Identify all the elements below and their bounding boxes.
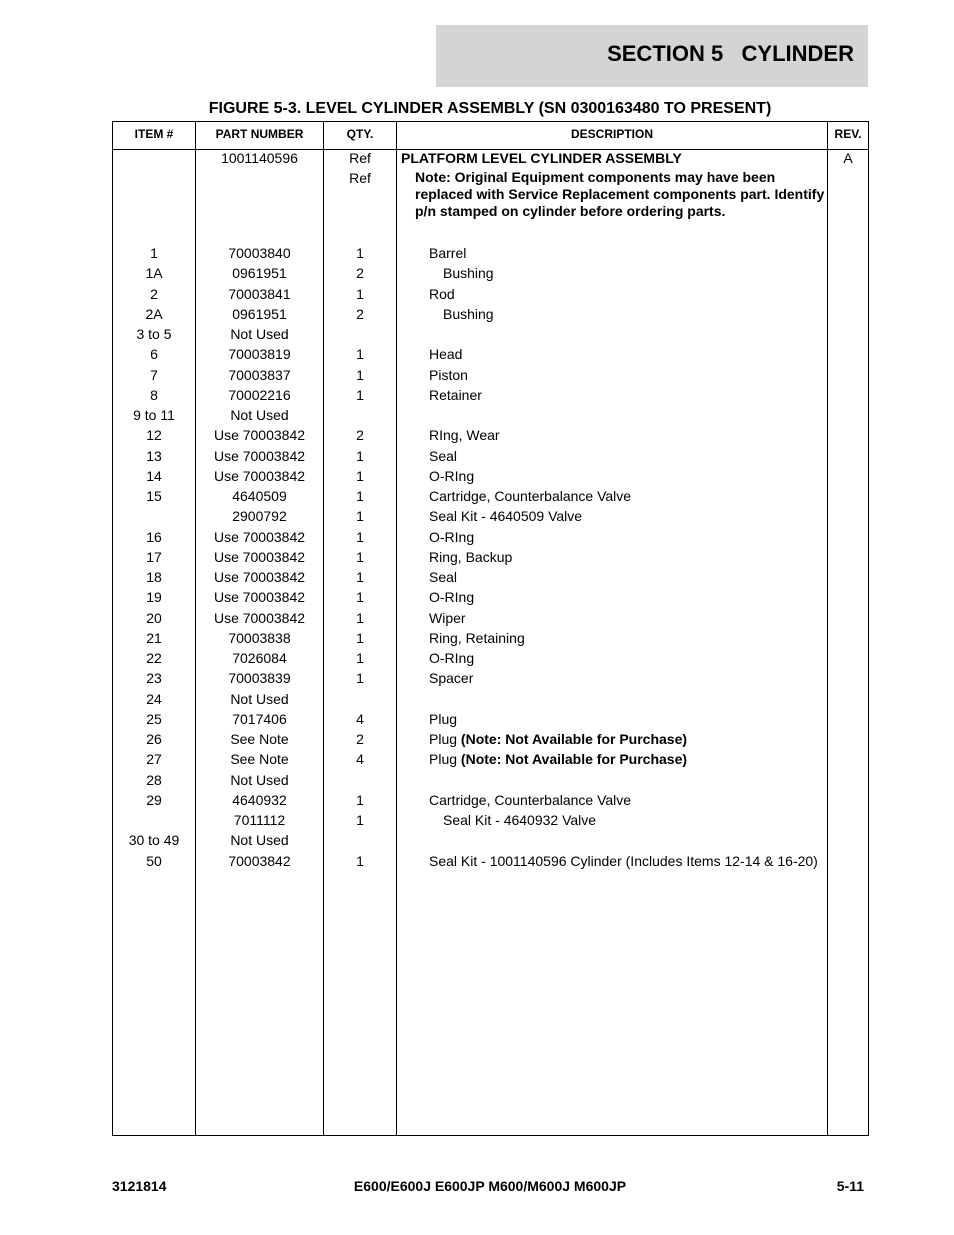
part-number: Use 70003842 xyxy=(213,529,306,545)
item-number: 3 to 5 xyxy=(136,326,172,342)
item-number: 14 xyxy=(146,468,162,484)
description-text: Seal Kit - 4640509 Valve xyxy=(429,508,583,524)
item-number: 15 xyxy=(146,488,162,504)
quantity: 2 xyxy=(356,731,364,747)
item-number: 2A xyxy=(145,306,163,322)
quantity: 1 xyxy=(356,589,364,605)
item-number: 1A xyxy=(145,265,163,281)
description xyxy=(429,448,457,464)
part-number: 4640509 xyxy=(232,488,287,504)
description-text: O-RIng xyxy=(429,650,475,666)
description xyxy=(429,508,582,524)
part-number: Use 70003842 xyxy=(213,468,306,484)
quantity: 1 xyxy=(356,549,364,565)
description-text: O-RIng xyxy=(429,468,475,484)
description xyxy=(429,245,466,261)
description-text: Seal Kit - 1001140596 Cylinder (Includes Items 12-14 & 16-20) xyxy=(429,853,818,869)
part-number: 7011112 xyxy=(233,812,286,828)
item-number: 2 xyxy=(150,286,158,302)
description xyxy=(429,346,462,362)
description xyxy=(429,427,500,443)
quantity: 1 xyxy=(356,670,364,686)
description-text: Spacer xyxy=(429,670,474,686)
quantity: 1 xyxy=(356,610,364,626)
item-number: 9 to 11 xyxy=(133,407,175,423)
description xyxy=(429,367,468,383)
description-text: Plug xyxy=(429,731,458,747)
quantity: 1 xyxy=(356,529,364,545)
footer-page-number: 5-11 xyxy=(836,1178,864,1194)
description-text: Wiper xyxy=(429,610,466,626)
description xyxy=(429,711,457,727)
part-number: 70003841 xyxy=(228,286,291,302)
part-number: 4640932 xyxy=(232,792,287,808)
quantity: 1 xyxy=(356,245,364,261)
quantity: 2 xyxy=(356,427,364,443)
part-number: Use 70003842 xyxy=(213,448,306,464)
item-number: 25 xyxy=(146,711,162,727)
item-number: 16 xyxy=(146,529,162,545)
purchase-note: (Note: Not Available for Purchase) xyxy=(460,731,688,747)
part-number: See Note xyxy=(230,731,289,747)
item-number: 24 xyxy=(146,691,162,707)
description xyxy=(429,549,512,565)
part-number: 0961951 xyxy=(232,265,287,281)
part-number: 70003842 xyxy=(228,853,291,869)
item-number: 20 xyxy=(146,610,162,626)
footer-doc-number: 3121814 xyxy=(112,1178,167,1194)
part-number: Not Used xyxy=(230,772,289,788)
description-text: Seal xyxy=(429,448,458,464)
quantity: 1 xyxy=(356,468,364,484)
description xyxy=(429,529,474,545)
part-number: 70003840 xyxy=(228,245,291,261)
quantity: 4 xyxy=(356,711,364,727)
item-number: 6 xyxy=(150,346,158,362)
part-number: See Note xyxy=(230,751,289,767)
description-text: Head xyxy=(429,346,463,362)
part-number: 70002216 xyxy=(228,387,291,403)
item-number: 26 xyxy=(146,731,162,747)
item-number: 27 xyxy=(146,751,162,767)
quantity: 1 xyxy=(356,630,364,646)
description xyxy=(443,265,494,281)
part-number: Not Used xyxy=(230,407,289,423)
description-text: O-RIng xyxy=(429,529,475,545)
description-text: Ring, Retaining xyxy=(429,630,525,646)
item-number: 28 xyxy=(146,772,162,788)
part-number: Use 70003842 xyxy=(213,427,306,443)
part-number: Not Used xyxy=(230,832,289,848)
quantity: 1 xyxy=(356,853,364,869)
column-divider xyxy=(396,122,397,1135)
quantity: 2 xyxy=(356,306,364,322)
part-number: 7026084 xyxy=(232,650,287,666)
description xyxy=(429,792,631,808)
assembly-part-number: 1001140596 xyxy=(221,150,298,166)
description-text: Bushing xyxy=(443,265,494,281)
footer-models: E600/E600J E600JP M600/M600J M600JP xyxy=(353,1178,627,1194)
quantity: 1 xyxy=(356,387,364,403)
description-text: RIng, Wear xyxy=(429,427,500,443)
part-number: 7017406 xyxy=(232,711,287,727)
part-number: 70003838 xyxy=(228,630,291,646)
header-qty: QTY. xyxy=(346,127,374,141)
description-text: Bushing xyxy=(443,306,494,322)
description xyxy=(429,488,631,504)
replacement-note: Note: Original Equipment components may have been replaced with Service Replacement components part. Identify p/n stamped on cylinder before ordering parts. xyxy=(415,169,825,219)
item-number: 22 xyxy=(146,650,162,666)
quantity: 1 xyxy=(356,286,364,302)
note-qty: Ref xyxy=(349,170,371,186)
description xyxy=(429,468,474,484)
item-number: 50 xyxy=(146,853,162,869)
part-number: 70003839 xyxy=(228,670,291,686)
description xyxy=(429,731,687,747)
part-number: 2900792 xyxy=(232,508,287,524)
description xyxy=(429,751,687,767)
quantity: 1 xyxy=(356,448,364,464)
description-text: O-RIng xyxy=(429,589,475,605)
description-text: Cartridge, Counterbalance Valve xyxy=(429,488,632,504)
header-item: ITEM # xyxy=(134,127,174,141)
description xyxy=(429,387,482,403)
item-number: 29 xyxy=(146,792,162,808)
quantity: 4 xyxy=(356,751,364,767)
item-number: 21 xyxy=(146,630,162,646)
item-number: 7 xyxy=(150,367,158,383)
description xyxy=(443,812,596,828)
quantity: 1 xyxy=(356,346,364,362)
quantity: 1 xyxy=(356,569,364,585)
item-number: 23 xyxy=(146,670,162,686)
part-number: Use 70003842 xyxy=(213,589,306,605)
item-number: 1 xyxy=(150,245,158,261)
item-number: 13 xyxy=(146,448,162,464)
quantity: 2 xyxy=(356,265,364,281)
part-number: 70003819 xyxy=(228,346,291,362)
description xyxy=(429,610,466,626)
description xyxy=(429,670,473,686)
part-number: Not Used xyxy=(230,691,289,707)
description xyxy=(429,853,818,869)
item-number: 18 xyxy=(146,569,162,585)
description-text: Seal xyxy=(429,569,458,585)
description xyxy=(429,630,525,646)
figure-title: FIGURE 5-3. LEVEL CYLINDER ASSEMBLY (SN 0300163480 TO PRESENT) xyxy=(208,100,772,117)
description-text: Ring, Backup xyxy=(429,549,513,565)
description-text: Plug xyxy=(429,711,458,727)
column-divider xyxy=(827,122,828,1135)
quantity: 1 xyxy=(356,650,364,666)
description-text: Retainer xyxy=(429,387,482,403)
purchase-note: (Note: Not Available for Purchase) xyxy=(460,751,688,767)
assembly-rev: A xyxy=(843,150,853,166)
description-text: Plug xyxy=(429,751,458,767)
section-title: SECTION 5 CYLINDER xyxy=(607,41,854,66)
quantity: 1 xyxy=(356,508,364,524)
header-part-number: PART NUMBER xyxy=(215,127,304,141)
item-number: 8 xyxy=(150,387,158,403)
description xyxy=(429,569,457,585)
description xyxy=(429,286,455,302)
description xyxy=(429,589,474,605)
quantity: 1 xyxy=(356,812,364,828)
item-number: 30 to 49 xyxy=(128,832,180,848)
section-banner xyxy=(436,25,868,87)
quantity: 1 xyxy=(356,792,364,808)
description xyxy=(443,306,494,322)
parts-table xyxy=(112,121,869,1136)
assembly-qty: Ref xyxy=(349,150,371,166)
description xyxy=(429,650,474,666)
part-number: Not Used xyxy=(230,326,289,342)
description-text: Seal Kit - 4640932 Valve xyxy=(443,812,597,828)
part-number: 0961951 xyxy=(232,306,287,322)
item-number: 17 xyxy=(146,549,162,565)
part-number: 70003837 xyxy=(228,367,291,383)
description-text: Piston xyxy=(429,367,468,383)
quantity: 1 xyxy=(356,488,364,504)
header-description: DESCRIPTION xyxy=(570,127,653,141)
description-text: Barrel xyxy=(429,245,467,261)
description-text: Rod xyxy=(429,286,455,302)
quantity: 1 xyxy=(356,367,364,383)
item-number: 19 xyxy=(146,589,162,605)
header-rev: REV. xyxy=(834,127,862,141)
part-number: Use 70003842 xyxy=(213,610,306,626)
part-number: Use 70003842 xyxy=(213,549,306,565)
assembly-description: PLATFORM LEVEL CYLINDER ASSEMBLY xyxy=(401,150,682,166)
part-number: Use 70003842 xyxy=(213,569,306,585)
description-text: Cartridge, Counterbalance Valve xyxy=(429,792,632,808)
item-number: 12 xyxy=(146,427,162,443)
